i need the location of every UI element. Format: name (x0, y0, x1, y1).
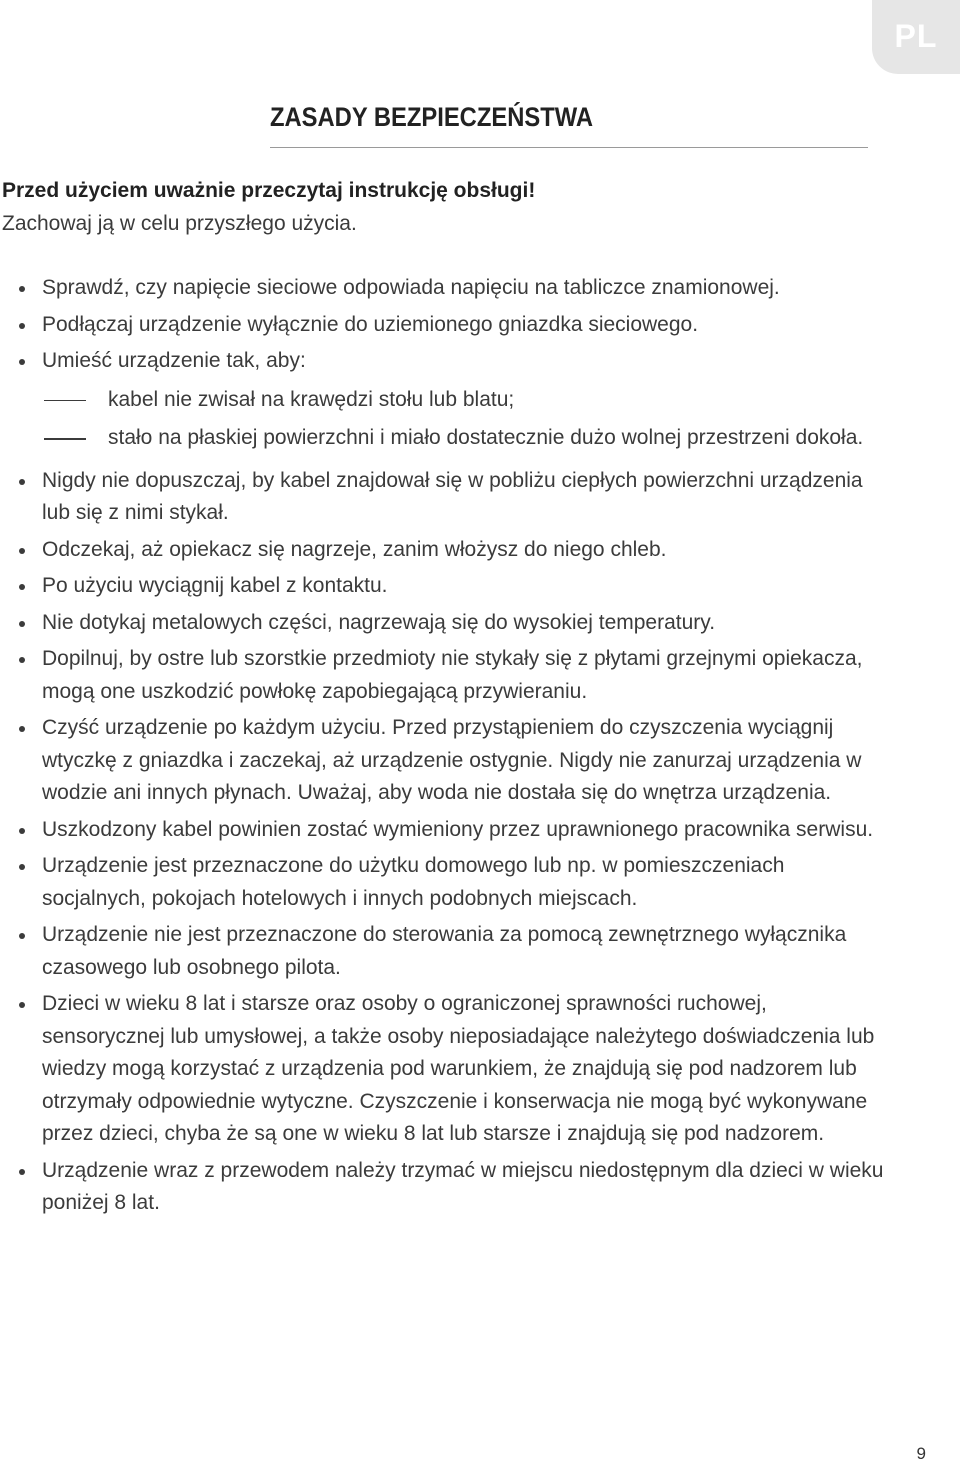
dash-icon (44, 400, 86, 402)
list-item (0, 309, 884, 342)
bullet-icon (19, 1002, 25, 1008)
bullet-icon (19, 828, 25, 834)
list-item-text: Urządzenie wraz z przewodem należy trzymać w miejscu niedostępnym dla dzieci w wieku poniżej 8 lat. (42, 1158, 884, 1214)
sub-list-item (0, 422, 888, 455)
page-number: 9 (916, 1444, 926, 1463)
list-item-text: Urządzenie jest przeznaczone do użytku domowego lub np. w pomieszczeniach socjalnych, pokojach hotelowych i innych podobnych miejscach. (42, 854, 785, 910)
list-item (0, 988, 884, 1151)
title-divider (270, 147, 868, 148)
bullet-icon (19, 621, 25, 627)
bullet-icon (19, 359, 25, 365)
list-item-text: Nie dotykaj metalowych części, nagrzewają się do wysokiej temperatury. (42, 610, 716, 634)
list-item-text: Umieść urządzenie tak, aby: (42, 349, 306, 372)
list-item (0, 272, 884, 305)
bullet-icon (19, 657, 25, 663)
bullet-icon (19, 548, 25, 554)
bullet-icon (19, 1169, 25, 1175)
bullet-icon (19, 479, 25, 485)
dash-icon (44, 438, 86, 440)
list-item-text: Po użyciu wyciągnij kabel z kontaktu. (42, 574, 388, 597)
page-title: ZASADY BEZPIECZEŃSTWA (270, 102, 593, 132)
list-item-text: Dzieci w wieku 8 lat i starsze oraz osoby o ograniczonej sprawności ruchowej, sensorycznej lub umysłowej, a także osoby nieposiadające należytego doświadczenia lub wiedzy mogą korzystać z urządzenia pod warunkiem, że znajdują się pod nadzorem lub otrzymały odpowiednie wytyczne. Czyszczenie i konserwacja nie mogą być wykonywane przez dzieci, chyba że są one w wieku 8 lat lub starsze i znajdują się pod nadzorem. (42, 992, 875, 1145)
language-label: PL (894, 18, 938, 54)
list-item (0, 712, 884, 810)
bullet-icon (19, 726, 25, 732)
bullet-icon (19, 864, 25, 870)
bullet-icon (19, 286, 25, 292)
bullet-icon (19, 584, 25, 590)
sub-list-item-text: stało na płaskiej powierzchni i miało dostatecznie dużo wolnej przestrzeni dokoła. (108, 426, 864, 449)
list-item-text: Odczekaj, aż opiekacz się nagrzeje, zanim włożysz do niego chleb. (42, 537, 667, 561)
list-item (0, 814, 884, 847)
sub-list-item (0, 384, 888, 417)
list-item-text: Nigdy nie dopuszczaj, by kabel znajdował się w pobliżu ciepłych powierzchni urządzenia lub się z nimi stykał. (42, 468, 863, 524)
bullet-icon (19, 323, 25, 329)
list-item (0, 570, 884, 603)
intro-warning: Przed użyciem uważnie przeczytaj instrukcję obsługi! (2, 179, 536, 202)
list-item (0, 643, 884, 708)
list-item-text: Urządzenie nie jest przeznaczone do sterowania za pomocą zewnętrznego wyłącznika czasowego lub osobnego pilota. (42, 923, 847, 979)
list-item (0, 607, 884, 640)
sub-list-item-text: kabel nie zwisał na krawędzi stołu lub blatu; (108, 387, 515, 411)
safety-content (0, 175, 900, 1220)
list-item (0, 850, 884, 915)
intro-note: Zachowaj ją w celu przyszłego użycia. (2, 211, 357, 235)
list-item-text: Uszkodzony kabel powinien zostać wymieniony przez uprawnionego pracownika serwisu. (42, 817, 874, 841)
list-item (0, 534, 884, 567)
list-item-text: Dopilnuj, by ostre lub szorstkie przedmioty nie stykały się z płytami grzejnymi opiekacza, mogą one uszkodzić powłokę zapobiegającą przywieraniu. (42, 647, 863, 703)
list-item (0, 345, 884, 378)
list-item (0, 919, 884, 984)
list-item (0, 1155, 884, 1220)
list-item (0, 465, 884, 530)
language-tab (872, 0, 960, 74)
list-item-text: Czyść urządzenie po każdym użyciu. Przed przystąpieniem do czyszczenia wyciągnij wtyczkę z gniazdka i zaczekaj, aż urządzenie ostygnie. Nigdy nie zanurzaj urządzenia w wodzie ani innych płynach. Uważaj, aby woda nie dostała się do wnętrza urządzenia. (42, 716, 862, 804)
list-item-text: Podłączaj urządzenie wyłącznie do uziemionego gniazdka sieciowego. (42, 312, 699, 336)
list-item-text: Sprawdź, czy napięcie sieciowe odpowiada napięciu na tabliczce znamionowej. (42, 276, 780, 299)
bullet-icon (19, 933, 25, 939)
